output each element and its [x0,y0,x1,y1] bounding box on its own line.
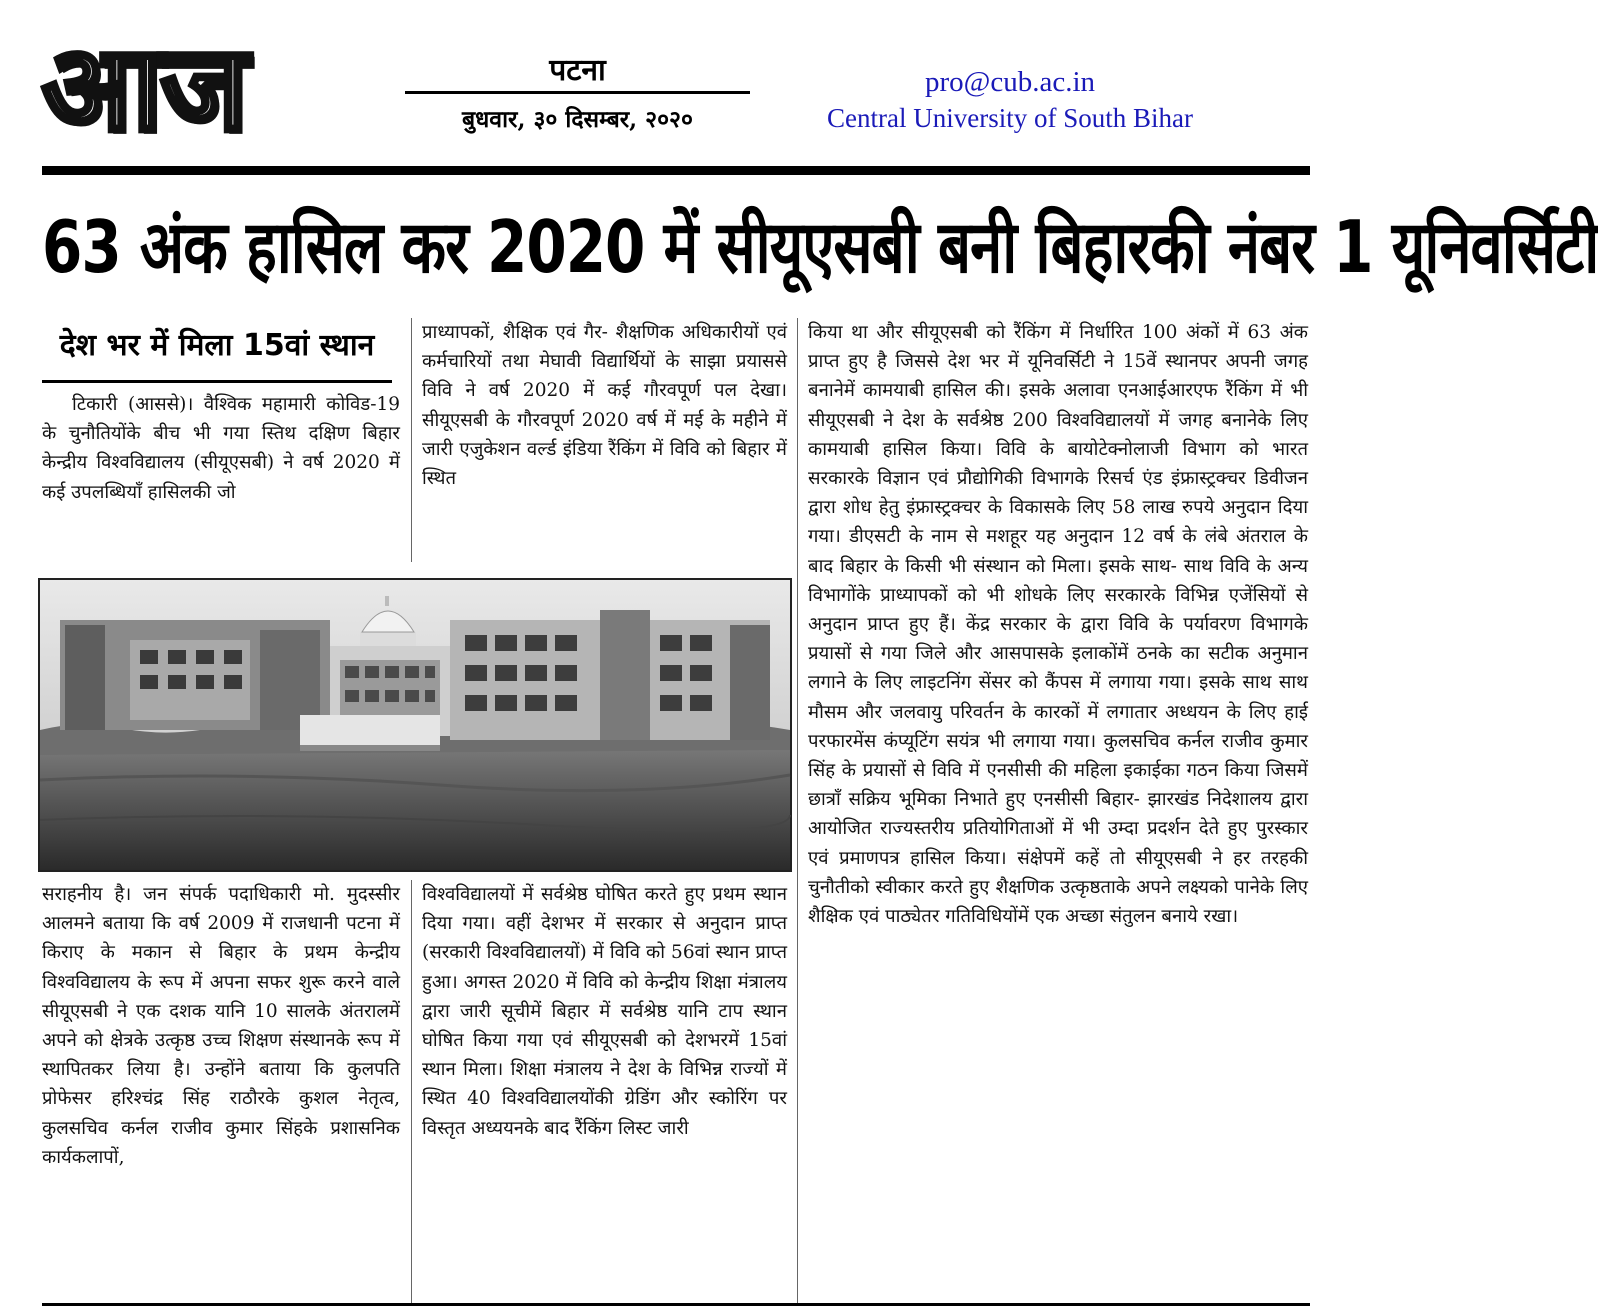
article-headline: 63 अंक हासिल कर 2020 में सीयूएसबी बनी बिहारकी नंबर 1 यूनिवर्सिटी [42,204,1598,290]
column-divider [411,880,412,1303]
column-1-top [42,390,400,562]
top-rule [42,166,1310,175]
column-1-bottom-text: सराहनीय है। जन संपर्क पदाधिकारी मो. मुदस्सीर आलमने बताया कि वर्ष 2009 में राजधानी पटना में किराए के मकान से बिहार के प्रथम केन्द्रीय विश्वविद्यालय के रूप में अपना सफर शुरू करने वाले सीयूएसबी ने एक दशक यानि 10 सालके अंतरालमें अपने को क्षेत्रके उत्कृष्ठ उच्च शिक्षण संस्थानके रूप में स्थापितकर लिया है। उन्होंने बताया कि कुलपति प्रोफेसर हरिश्चंद्र सिंह राठौरके कुशल नेतृत्व, कुलसचिव कर्नल राजीव कुमार सिंहके प्रशासनिक कार्यकलापों, [42,884,400,1168]
column-3-text: किया था और सीयूएसबी को रैंकिंग में निर्धारित 100 अंकों में 63 अंक प्राप्त हुए है जिससे देश भर में यूनिवर्सिटी ने 15वें स्थानपर अपनी जगह बनानेमें कामयाबी हासिल की। इसके अलावा एनआईआरएफ रैंकिंग में भी सीयूएसबी ने देश के सर्वश्रेष्ठ 200 विश्वविद्यालयों में जगह बनानेके लिए कामयाबी हासिल किया। विवि के बायोटेक्नोलाजी विभाग को भारत सरकारके विज्ञान एवं प्रौद्योगिकी विभागके रिसर्च एंड इंफ्रास्ट्रक्चर डिवीजन द्वारा शोध हेतु इंफ्रास्ट्रक्चर के विकासके लिए 58 लाख रुपये अनुदान दिया गया। डीएसटी के नाम से मशहूर यह अनुदान 12 वर्ष के लंबे अंतराल के बाद बिहार के किसी भी संस्थान को मिला। इसके साथ- साथ विवि के अन्य विभागोंके प्राध्यापकों को भी शोधके लिए सरकारके विभिन्न एजेंसियों से अनुदान प्राप्त हुए हैं। केंद्र सरकार के द्वारा विवि के पर्यावरण विभागके प्रयासों से गया जिले और आसपासके इलाकोंमें ठनके का सटीक अनुमान लगाने के लिए लाइटनिंग सेंसर को कैंपस में लगाया गया। इसके साथ साथ मौसम और जलवायु परिवर्तन के कारकों में लगातार अध्धयन के लिए हाई परफारमेंस कंप्यूटिंग सयंत्र भी लगाया गया। कुलसचिव कर्नल राजीव कुमार सिंह के प्रयासों से विवि में एनसीसी की महिला इकाईका गठन किया जिसमें छात्राँ सक्रिय भूमिका निभाते हुए एनसीसी बिहार- झारखंड निदेशालय द्वारा आयोजित राज्यस्तरीय प्रतियोगिताओं में भी उम्दा प्रदर्शन देते हुए पुरस्कार एवं प्रमाणपत्र हासिल किया। संक्षेपमें कहें तो सीयूएसबी ने हर तरहकी चुनौतीको स्वीकार करते हुए शैक्षणिक उत्कृष्ठताके अपने लक्ष्यको पानेके लिए शैक्षिक एवं पाठ्येतर गतिविधियोंमें एक अच्छा संतुलन बनाये रखा। [808,322,1308,928]
bottom-rule [42,1303,1310,1306]
column-divider [411,318,412,562]
dateline-date: बुधवार, ३० दिसम्बर, २०२० [462,106,693,133]
column-2-top [422,318,787,562]
article-subhead: देश भर में मिला 15वां स्थान [42,318,392,383]
source-university: Central University of South Bihar [827,103,1193,133]
column-divider [797,318,798,1303]
masthead-logo: आज [42,18,247,157]
column-2-bottom-text: विश्वविद्यालयों में सर्वश्रेष्ठ घोषित करते हुए प्रथम स्थान दिया गया। वहीं देशभर में सरकार से अनुदान प्राप्त (सरकारी विश्वविद्यालयों) में विवि को 56वां स्थान प्राप्त हुआ। अगस्त 2020 में विवि को केन्द्रीय शिक्षा मंत्रालय द्वारा जारी सूचीमें बिहार में सर्वश्रेष्ठ यानि टाप स्थान घोषित किया गया एवं सीयूएसबी को देशभरमें 15वां स्थान मिला। शिक्षा मंत्रालय ने देश के विभिन्न राज्यों में स्थित 40 विश्वविद्यालयोंकी ग्रेडिंग और स्कोरिंग पर विस्तृत अध्ययनके बाद रैंकिंग लिस्ट जारी [422,884,787,1139]
dateline-divider [405,91,750,94]
source-email: pro@cub.ac.in [924,66,1096,98]
campus-photo [38,578,792,872]
column-1-top-text: टिकारी (आससे)। वैश्विक महामारी कोविड-19 के चुनौतियोंके बीच भी गया स्तिथ दक्षिण बिहार केन्द्रीय विश्वविद्यालय (सीयूएसबी) ने वर्ष 2020 में कई उपलब्धियाँ हासिलकी जो [42,394,400,503]
campus-building-image [40,580,790,870]
dateline-city: पटना [549,53,606,88]
column-2-bottom [422,880,787,1300]
column-2-top-text: प्राध्यापकों, शैक्षिक एवं गैर- शैक्षणिक अधिकारीयों एवं कर्मचारियों तथा मेघावी विद्यार्थियों के साझा प्रयाससे विवि ने वर्ष 2020 में कई गौरवपूर्ण पल देखा। सीयूएसबी के गौरवपूर्ण 2020 वर्ष में मई के महीने में जारी एजुकेशन वर्ल्ड इंडिया रैंकिंग में विवि को बिहार में स्थित [422,322,787,490]
column-3 [808,318,1308,1298]
column-1-bottom [42,880,400,1300]
